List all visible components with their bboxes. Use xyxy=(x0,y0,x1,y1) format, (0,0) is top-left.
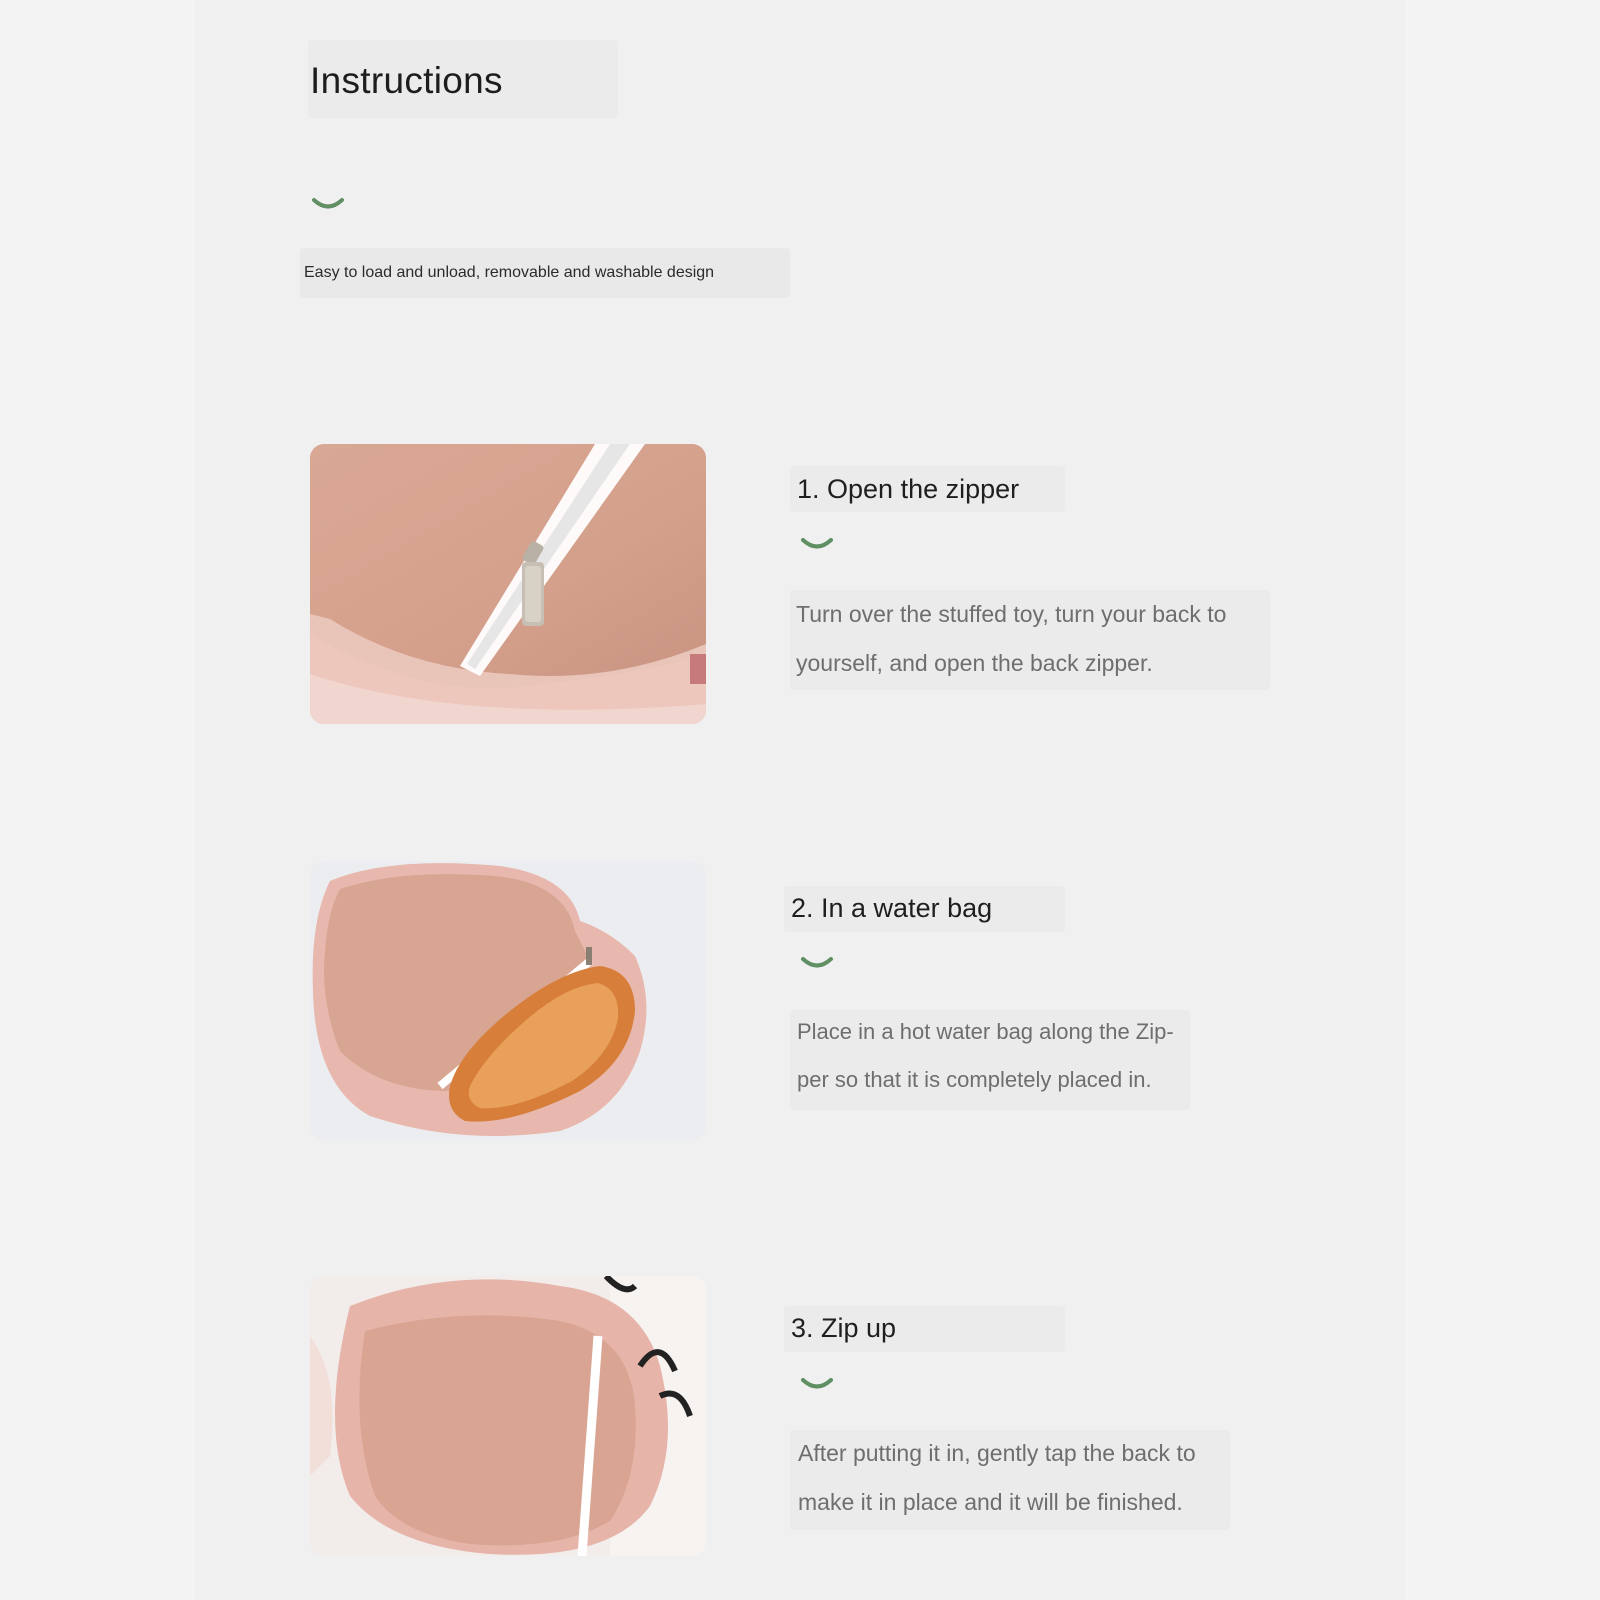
step-3-description xyxy=(798,1429,1196,1527)
step-2-title: 2. In a water bag xyxy=(791,893,993,923)
smile-curve-icon xyxy=(800,1377,834,1391)
step-2-description xyxy=(797,1008,1174,1104)
step-3-desc-line-2: make it in place and it will be finished. xyxy=(798,1489,1183,1515)
smile-curve-icon xyxy=(800,956,834,970)
smile-curve-icon xyxy=(311,197,345,211)
step-1-desc-line-1: Turn over the stuffed toy, turn your back to xyxy=(796,601,1227,627)
page-title: Instructions xyxy=(310,60,503,101)
right-margin xyxy=(1405,0,1600,1600)
left-margin xyxy=(0,0,195,1600)
step-3-title: 3. Zip up xyxy=(791,1313,897,1343)
step-2-desc-line-2: per so that it is completely placed in. xyxy=(797,1067,1152,1092)
step-1-desc-line-2: yourself, and open the back zipper. xyxy=(796,650,1153,676)
step-3-photo xyxy=(310,1276,706,1556)
step-2-photo xyxy=(310,861,706,1141)
step-3-desc-line-1: After putting it in, gently tap the back to xyxy=(798,1440,1196,1466)
step-1-photo xyxy=(310,444,706,724)
page-subtitle: Easy to load and unload, removable and washable design xyxy=(304,264,715,281)
smile-curve-icon xyxy=(800,537,834,551)
step-1-description xyxy=(796,590,1226,688)
step-2-desc-line-1: Place in a hot water bag along the Zip- xyxy=(797,1019,1174,1044)
step-1-title: 1. Open the zipper xyxy=(797,474,1020,504)
